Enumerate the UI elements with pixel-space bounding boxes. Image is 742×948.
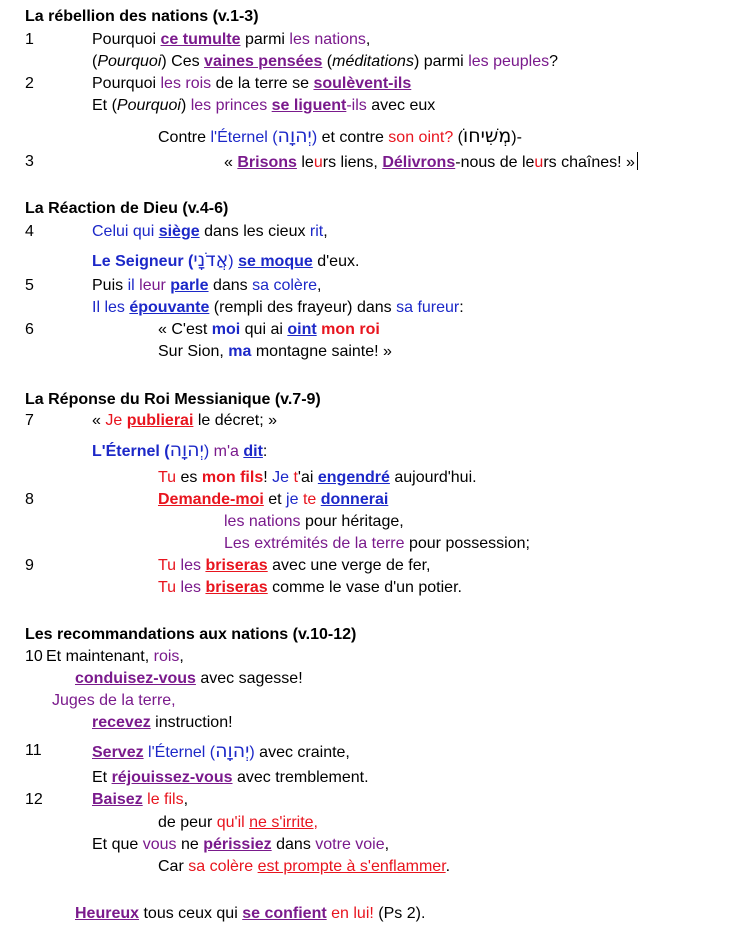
text-segment: ( — [322, 53, 333, 70]
text-segment: Car — [158, 858, 189, 875]
text-segment: le fils — [147, 791, 184, 808]
text-segment: ! — [263, 469, 273, 486]
text-segment: rs liens, — [322, 154, 383, 171]
verse-number: 1 — [25, 31, 34, 48]
text-segment: vaines pensées — [204, 53, 323, 70]
text-segment: périssiez — [203, 836, 272, 853]
text-segment: siège — [158, 223, 200, 240]
hebrew-text: יְהוָה — [277, 125, 312, 147]
verse-number: 4 — [25, 223, 34, 240]
text-segment: les — [180, 557, 201, 574]
text-segment: en lui! — [331, 905, 374, 922]
section-heading: La rébellion des nations (v.1-3) — [25, 8, 259, 25]
text-segment: ) Ces — [161, 53, 205, 70]
text-segment: . — [445, 858, 451, 875]
text-segment: son oint? — [388, 129, 454, 146]
verse-line — [92, 741, 350, 763]
text-segment: dit — [243, 443, 263, 460]
text-segment: Tu — [158, 557, 177, 574]
text-segment: les nations — [224, 513, 301, 530]
text-segment: moi — [211, 321, 241, 338]
text-segment: -nous de le — [455, 154, 535, 171]
text-segment: et contre — [317, 129, 389, 146]
verse-line — [158, 578, 462, 598]
text-segment: , — [183, 791, 189, 808]
text-segment: le — [296, 154, 314, 171]
verse-line — [52, 691, 176, 711]
text-segment: )- — [511, 129, 522, 146]
text-segment: les princes — [190, 97, 268, 114]
text-segment: avec tremblement. — [232, 769, 369, 786]
text-segment: vous — [142, 836, 177, 853]
text-segment: instruction! — [150, 714, 233, 731]
text-segment: Pourquoi — [92, 75, 161, 92]
text-segment: Baisez — [92, 791, 143, 808]
text-segment: ) — [311, 129, 318, 146]
text-segment: ne — [176, 836, 204, 853]
text-segment: se confient — [242, 905, 327, 922]
verse-number: 3 — [25, 153, 34, 170]
text-segment: Pourquoi — [97, 53, 162, 70]
text-segment: d'eux. — [312, 253, 360, 270]
section-heading: La Réponse du Roi Messianique (v.7-9) — [25, 391, 321, 408]
text-segment: tous ceux qui — [139, 905, 243, 922]
verse-number: 5 — [25, 277, 34, 294]
text-segment: Les extrémités de la terre — [224, 535, 405, 552]
text-segment: dans — [208, 277, 253, 294]
text-segment: publierai — [126, 412, 194, 429]
text-segment: mon fils — [201, 469, 264, 486]
text-segment: « — [92, 412, 106, 429]
verse-number: 9 — [25, 557, 34, 574]
text-segment: se moque — [238, 253, 313, 270]
verse-number: 10 — [25, 648, 43, 665]
text-segment: se liguent — [271, 97, 347, 114]
text-segment: avec crainte, — [254, 744, 350, 761]
text-segment: votre voie — [315, 836, 385, 853]
verse-line — [92, 96, 435, 116]
text-segment: es — [176, 469, 202, 486]
text-segment: les peuples — [468, 53, 550, 70]
text-segment: « C'est — [158, 321, 212, 338]
verse-line — [92, 411, 277, 431]
text-segment: « — [224, 154, 238, 171]
text-segment: Et — [92, 769, 112, 786]
verse-line — [224, 512, 404, 532]
verse-line — [75, 669, 303, 689]
text-segment: les — [180, 579, 201, 596]
text-segment: est prompte à s'enflammer — [257, 858, 446, 875]
verse-number: 2 — [25, 75, 34, 92]
text-segment: de la terre se — [211, 75, 314, 92]
text-segment: Je — [272, 469, 290, 486]
text-segment: briseras — [205, 579, 268, 596]
text-segment: briseras — [205, 557, 268, 574]
text-segment: l'Éternel ( — [148, 744, 216, 761]
text-segment: sa colère — [188, 858, 254, 875]
text-segment: -ils — [346, 97, 367, 114]
verse-number: 12 — [25, 791, 43, 808]
text-segment: Brisons — [237, 154, 297, 171]
text-segment: montagne sainte! » — [251, 343, 392, 360]
text-segment: (Ps 2). — [373, 905, 426, 922]
text-segment: et — [263, 491, 287, 508]
verse-line — [46, 647, 184, 667]
text-segment: Sur Sion, — [158, 343, 229, 360]
text-segment: Demande-moi — [158, 491, 264, 508]
text-segment: engendré — [317, 469, 390, 486]
text-segment: , — [384, 836, 390, 853]
text-segment: donnerai — [320, 491, 389, 508]
text-segment: , — [323, 223, 328, 240]
text-segment: avec sagesse! — [195, 670, 303, 687]
verse-line — [158, 556, 430, 576]
verse-line — [92, 250, 359, 272]
text-segment: pour héritage, — [300, 513, 404, 530]
text-segment: ce tumulte — [160, 31, 241, 48]
text-segment: dans — [271, 836, 316, 853]
hebrew-text: יְהוָה — [169, 439, 204, 461]
verse-line — [92, 440, 267, 462]
text-segment: Je — [105, 412, 123, 429]
text-segment: ne s'irrite, — [249, 814, 318, 831]
verse-line — [92, 30, 370, 50]
text-segment: Celui qui — [92, 223, 159, 240]
text-segment: les rois — [160, 75, 212, 92]
text-segment: méditations — [332, 53, 414, 70]
verse-line — [92, 276, 322, 296]
text-segment: dans les cieux — [199, 223, 310, 240]
text-segment: pour possession; — [404, 535, 530, 552]
text-segment: conduisez-vous — [75, 670, 196, 687]
text-segment: 'ai — [297, 469, 318, 486]
text-segment: ) parmi — [413, 53, 469, 70]
text-segment: je — [286, 491, 299, 508]
text-segment: sa colère — [252, 277, 318, 294]
text-segment: le décret; » — [193, 412, 277, 429]
verse-line — [92, 835, 389, 855]
text-segment: leur — [139, 277, 166, 294]
section-heading: Les recommandations aux nations (v.10-12) — [25, 626, 357, 643]
text-segment: (rempli des frayeur) dans — [209, 299, 397, 316]
text-segment: qu'il — [216, 814, 245, 831]
verse-line — [224, 152, 638, 173]
verse-line — [92, 713, 233, 733]
verse-line — [92, 222, 328, 242]
text-segment: les nations — [289, 31, 366, 48]
text-segment: Et ( — [92, 97, 117, 114]
text-segment: t — [293, 469, 298, 486]
text-segment: mon roi — [321, 321, 380, 338]
text-segment: de peur — [158, 814, 217, 831]
verse-line — [158, 857, 450, 877]
text-segment: avec eux — [366, 97, 436, 114]
verse-line — [92, 768, 369, 788]
verse-line — [75, 904, 425, 924]
text-segment: ma — [228, 343, 252, 360]
verse-number: 7 — [25, 412, 34, 429]
verse-line — [158, 126, 522, 148]
text-segment: Il les — [92, 299, 130, 316]
text-segment: ) — [249, 744, 255, 761]
text-segment: épouvante — [129, 299, 210, 316]
text-segment: ) — [203, 443, 210, 460]
verse-line — [224, 534, 530, 554]
verse-line — [158, 468, 477, 488]
text-segment: m'a — [209, 443, 244, 460]
verse-number: 6 — [25, 321, 34, 338]
text-segment: : — [262, 443, 268, 460]
text-segment: Délivrons — [382, 154, 456, 171]
text-segment: , — [317, 277, 322, 294]
text-segment: sa fureur — [396, 299, 460, 316]
text-segment: oint — [287, 321, 317, 338]
text-segment: Puis — [92, 277, 128, 294]
text-segment: ( — [453, 129, 464, 146]
hebrew-text: יְהוָה — [215, 740, 250, 762]
text-segment: parmi — [240, 31, 290, 48]
hebrew-text: אֲדֹנָי — [193, 249, 229, 271]
hebrew-text: מְשִׁיחוֹ — [463, 125, 512, 147]
verse-line — [158, 813, 318, 833]
text-segment: réjouissez-vous — [111, 769, 233, 786]
text-segment: soulèvent-ils — [313, 75, 412, 92]
text-segment: Et que — [92, 836, 143, 853]
text-segment: Tu — [158, 469, 177, 486]
text-segment: , — [365, 31, 371, 48]
verse-line — [92, 790, 188, 810]
verse-line — [92, 298, 464, 318]
text-segment: comme le vase d'un potier. — [267, 579, 462, 596]
text-segment: Pourquoi — [92, 31, 161, 48]
verse-line — [158, 342, 392, 362]
text-segment: , — [179, 648, 184, 665]
text-segment: ) — [180, 97, 191, 114]
text-segment: qui ai — [240, 321, 288, 338]
verse-number: 11 — [25, 742, 42, 759]
text-segment: ( — [92, 53, 98, 70]
verse-line — [158, 490, 388, 510]
text-segment: u — [313, 154, 323, 171]
text-segment: parle — [170, 277, 209, 294]
text-segment: : — [459, 299, 464, 316]
text-segment: Contre — [158, 129, 211, 146]
verse-line — [92, 74, 411, 94]
text-segment: rois — [153, 648, 180, 665]
text-segment: Et maintenant, — [46, 648, 154, 665]
text-cursor — [637, 152, 638, 170]
text-segment: l'Éternel ( — [210, 129, 278, 146]
text-segment: aujourd'hui. — [389, 469, 477, 486]
text-segment: il — [127, 277, 135, 294]
text-segment: te — [302, 491, 317, 508]
text-segment: u — [534, 154, 544, 171]
text-segment: avec une verge de fer, — [267, 557, 431, 574]
text-segment: L'Éternel ( — [92, 443, 170, 460]
text-segment: ? — [549, 53, 559, 70]
text-segment: Servez — [92, 744, 144, 761]
text-segment: Tu — [158, 579, 177, 596]
verse-line — [92, 52, 558, 72]
verse-line — [158, 320, 380, 340]
text-segment: Pourquoi — [116, 97, 181, 114]
text-segment: recevez — [92, 714, 151, 731]
verse-number: 8 — [25, 491, 34, 508]
text-segment: ) — [228, 253, 234, 270]
text-segment: rit — [309, 223, 324, 240]
section-heading: La Réaction de Dieu (v.4-6) — [25, 200, 229, 217]
text-segment: Le Seigneur ( — [92, 253, 194, 270]
text-segment: Juges de la terre, — [52, 692, 176, 709]
text-segment: rs chaînes! » — [543, 154, 635, 171]
text-segment: Heureux — [75, 905, 140, 922]
